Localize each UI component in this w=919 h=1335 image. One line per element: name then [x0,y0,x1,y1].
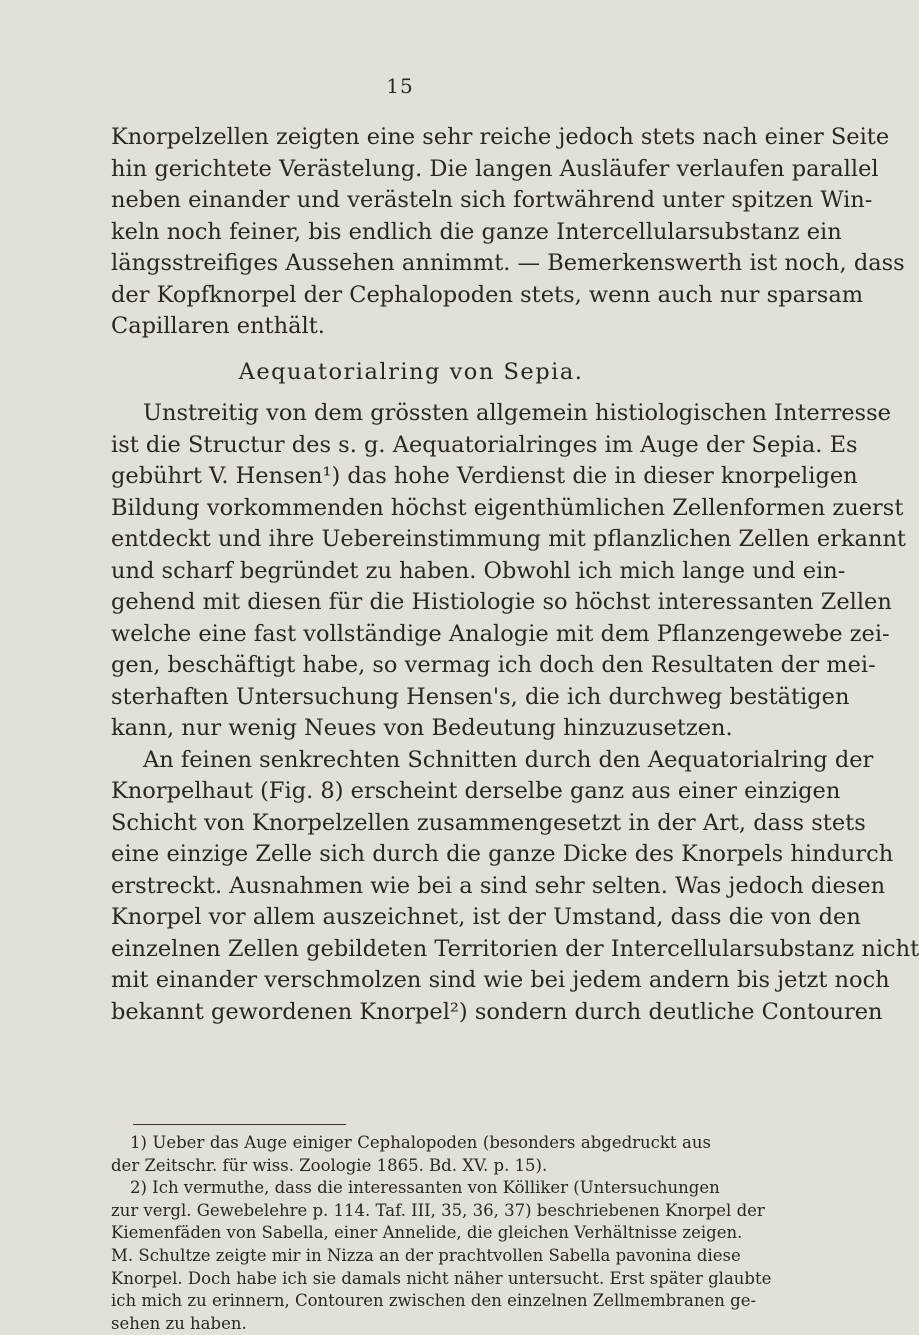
text-line: entdeckt und ihre Uebereinstimmung mit pflanzlichen Zellen erkannt [111,526,906,552]
footnote-line: sehen zu haben. [111,1313,247,1333]
text-line: einzelnen Zellen gebildeten Territorien der Intercellularsubstanz nicht [111,935,919,962]
text-line: ist die Structur des s. g. Aequatorialringes im Auge der Sepia. Es [111,431,858,458]
main-text [111,122,919,1028]
footnote-line: Kiemenfäden von Sabella, einer Annelide, die gleichen Verhältnisse zeigen. [111,1223,743,1243]
text-line: der Kopfknorpel der Cephalopoden stets, wenn auch nur sparsam [111,281,864,308]
text-line: neben einander und verästeln sich fortwährend unter spitzen Win- [111,187,873,213]
footnote-line: 1) Ueber das Auge einiger Cephalopoden (besonders abgedruckt aus [130,1133,711,1152]
text-line: Capillaren enthält. [111,313,325,339]
text-line: längsstreifiges Aussehen annimmt. — Bemerkenswerth ist noch, dass [111,250,905,276]
text-line: eine einzige Zelle sich durch die ganze Dicke des Knorpels hindurch [111,841,894,867]
text-line: und scharf begründet zu haben. Obwohl ich mich lange und ein- [111,557,846,584]
footnote-line: ich mich zu erinnern, Contouren zwischen den einzelnen Zellmembranen ge- [111,1291,757,1311]
text-line: gen, beschäftigt habe, so vermag ich doch den Resultaten der mei- [111,652,876,678]
text-line: mit einander verschmolzen sind wie bei jedem andern bis jetzt noch [111,967,890,993]
text-line: welche eine fast vollständige Analogie mit dem Pflanzengewebe zei- [111,620,890,647]
footnote-rule [133,1124,346,1125]
section-heading: Aequatorialring von Sepia. [238,358,584,385]
text-line: An feinen senkrechten Schnitten durch den Aequatorialring der [143,746,874,773]
text-line: Knorpelhaut (Fig. 8) erscheint derselbe ganz aus einer einzigen [111,778,841,804]
footnote-line: zur vergl. Gewebelehre p. 114. Taf. III, 35, 36, 37) beschriebenen Knorpel der [111,1200,765,1220]
text-line: Bildung vorkommenden höchst eigenthümlichen Zellenformen zuerst [111,494,904,521]
text-line: hin gerichtete Verästelung. Die langen Ausläufer verlaufen parallel [111,155,879,182]
footnote-line: der Zeitschr. für wiss. Zoologie 1865. Bd. XV. p. 15). [111,1155,548,1175]
text-line: Unstreitig von dem grössten allgemein histiologischen Interresse [143,400,891,426]
footnotes [111,1132,772,1335]
text-line: Knorpel vor allem auszeichnet, ist der Umstand, dass die von den [111,904,861,930]
text-line: kann, nur wenig Neues von Bedeutung hinzuzusetzen. [111,715,733,741]
text-line: keln noch feiner, bis endlich die ganze Intercellularsubstanz ein [111,218,842,245]
page-number: 15 [386,74,414,98]
text-line: Knorpelzellen zeigten eine sehr reiche jedoch stets nach einer Seite [111,124,890,150]
footnote-line: 2) Ich vermuthe, dass die interessanten von Kölliker (Untersuchungen [130,1178,720,1198]
text-line: sterhaften Untersuchung Hensen's, die ich durchweg bestätigen [111,683,850,710]
text-line: gehend mit diesen für die Histiologie so höchst interessanten Zellen [111,589,892,615]
footnote-line: M. Schultze zeigte mir in Nizza an der prachtvollen Sabella pavonina diese [111,1245,741,1265]
text-line: bekannt gewordenen Knorpel²) sondern durch deutliche Contouren [111,998,883,1025]
text-line: Schicht von Knorpelzellen zusammengesetzt in der Art, dass stets [111,809,866,836]
text-line: erstreckt. Ausnahmen wie bei a sind sehr selten. Was jedoch diesen [111,872,886,899]
text-line: gebührt V. Hensen¹) das hohe Verdienst die in dieser knorpeligen [111,463,858,489]
footnote-line: Knorpel. Doch habe ich sie damals nicht näher untersucht. Erst später glaubte [111,1268,772,1288]
